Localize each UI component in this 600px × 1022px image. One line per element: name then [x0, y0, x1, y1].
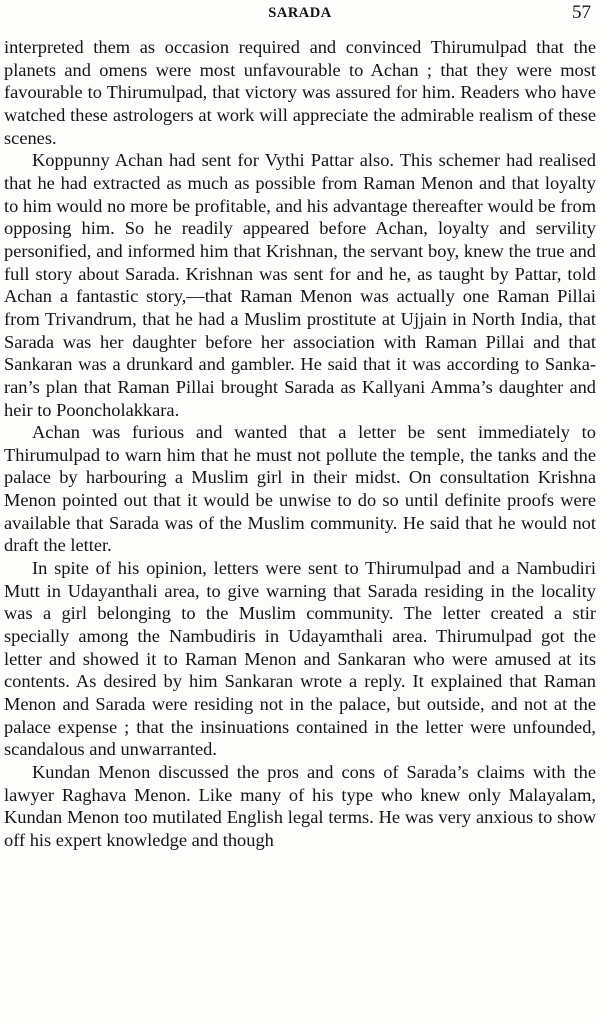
paragraph: Kundan Menon discussed the pros and cons of Sarada’s claims with the lawyer Raghava Menon. Like many of his type who knew only Malayalam, Kundan Menon too mutilated English legal terms. He was very anxious to show off his expert knowledge and though — [4, 762, 596, 850]
paragraph-continued: interpreted them as occasion required and convinced Thirumulpad that the planets and omens were most unfavourable to Achan ; that they were most favourable to Thirumulpad, that victory was assured for him. Readers who have watched these astrologers at work will appreciate the admirable realism of these scenes. — [4, 37, 596, 148]
chapter-title: SARADA — [268, 5, 332, 21]
running-head — [0, 2, 600, 24]
paragraph: In spite of his opinion, letters were sent to Thirumulpad and a Nambudiri Mutt in Udayanthali area, to give warning that Sarada residing in the locality was a girl belonging to the Muslim community. The letter created a stir specially among the Nambudiris in Udayamthali area. Thirumulpad got the letter and showed it to Raman Menon and Sankaran who were amused at its contents. As desired by him Sankaran wrote a reply. It explained that Raman Menon and Sarada were residing not in the palace, but outside, and not at the palace expense ; that the insinuations contained in the letter were unfounded, scandalous and unwarranted. — [4, 558, 596, 760]
body-text — [4, 36, 596, 852]
paragraph: Achan was furious and wanted that a letter be sent immediately to Thirumulpad to warn him that he must not pollute the temple, the tanks and the palace by harbouring a Muslim girl in their midst. On consultation Krishna Menon pointed out that it would be unwise to do so until definite proofs were available that Sarada was of the Muslim community. He said that he would not draft the letter. — [4, 422, 596, 556]
page-number: 57 — [572, 2, 591, 23]
paragraph: Koppunny Achan had sent for Vythi Pattar also. This schemer had realised that he had extracted as much as possible from Raman Menon and that loyalty to him would no more be profitable, and his advantage thereafter would be from opposing him. So he readily appeared before Achan, loyalty and servility personified, and informed him that Krishnan, the servant boy, knew the true and full story about Sarada. Krishnan was sent for and he, as taught by Pattar, told Achan a fantastic story,—that Raman Menon was actually one Raman Pillai from Trivandrum, that he had a Muslim prostitute at Ujjain in North India, that Sarada was her daughter before her association with Raman Pillai and that Sankaran was a drunkard and gambler. He said that it was according to Sankaran’s plan that Raman Pillai brought Sarada as Kallyani Amma’s daughter and heir to Pooncholakkara. — [4, 150, 596, 420]
